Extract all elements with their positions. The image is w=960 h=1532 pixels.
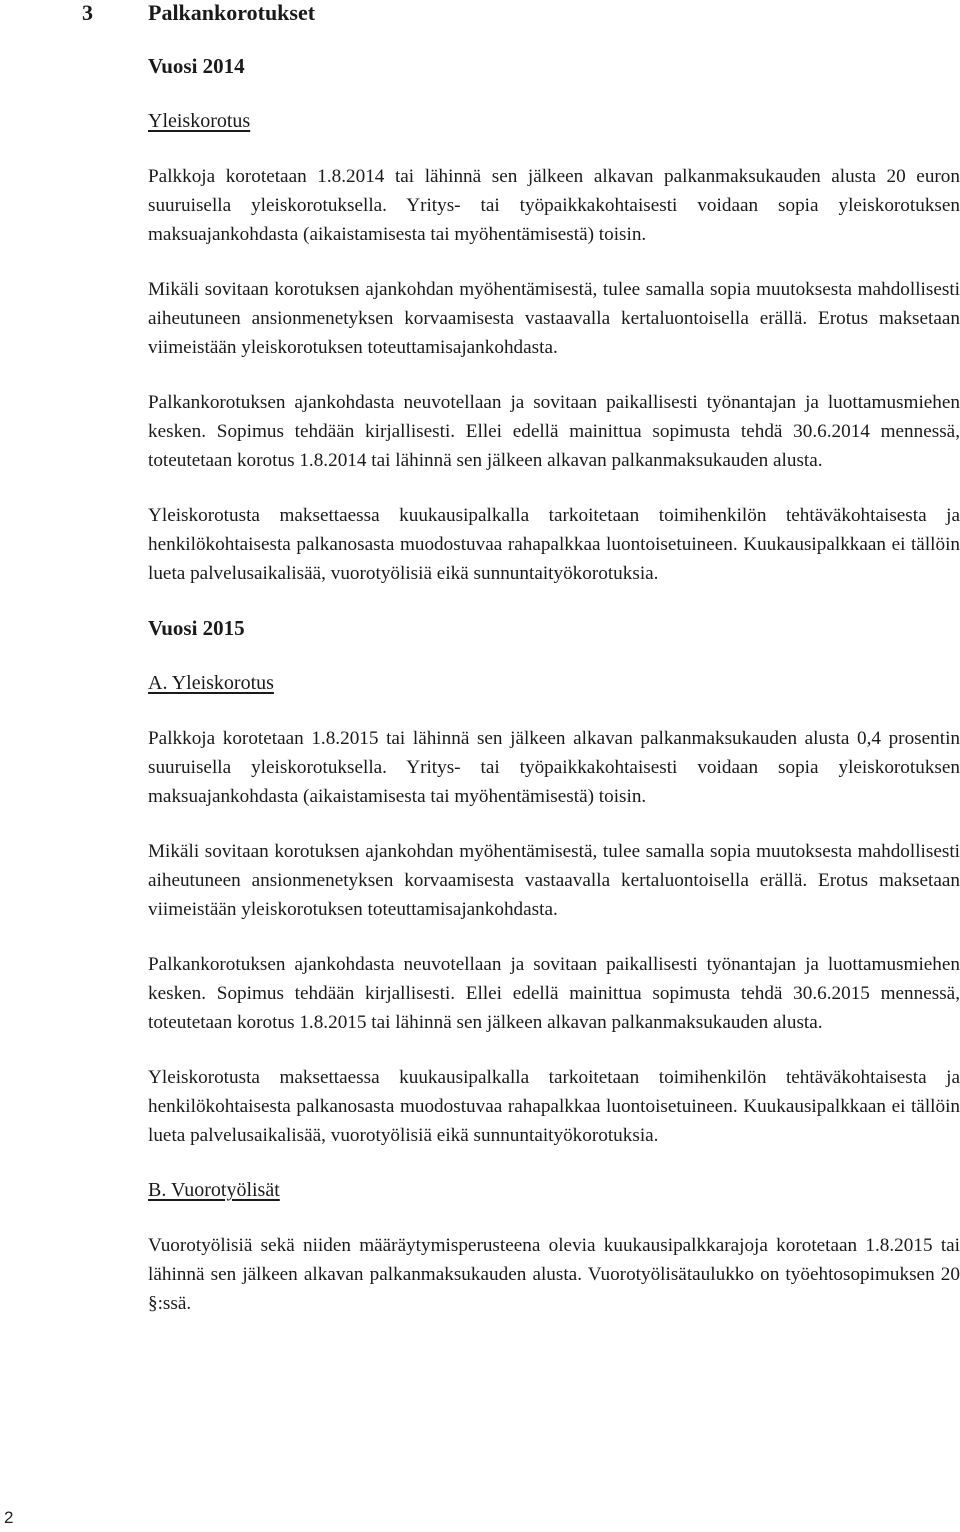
chapter-title: Palkankorotukset: [148, 0, 316, 25]
subsection-heading-yleiskorotus-2014: Yleiskorotus: [148, 110, 251, 132]
paragraph: Yleiskorotusta maksettaessa kuukausipalkalla tarkoitetaan toimihenkilön tehtäväkohtaisesta ja henkilökohtaisesta palkanosasta muodostuvaa rahapalkkaa luontoisetuineen. Kuukausipalkkaan ei tällöin lueta palvelusaikalisää, vuorotyölisiä eikä sunnuntaityökorotuksia.: [148, 505, 960, 584]
year-heading-2015: Vuosi 2015: [148, 616, 245, 640]
subsection-heading-a-yleiskorotus: A. Yleiskorotus: [148, 672, 274, 694]
page-number: 2: [4, 1508, 14, 1527]
paragraph: Palkkoja korotetaan 1.8.2014 tai lähinnä sen jälkeen alkavan palkanmaksukauden alusta 20 euron suuruisella yleiskorotuksella. Yritys- tai työpaikkakohtaisesti voidaan sopia yleiskorotuksen maksuajankohdasta (aikaistamisesta tai myöhentämisestä) toisin.: [148, 166, 960, 245]
year-heading-2014: Vuosi 2014: [148, 54, 245, 78]
paragraph: Palkankorotuksen ajankohdasta neuvotellaan ja sovitaan paikallisesti työnantajan ja luottamusmiehen kesken. Sopimus tehdään kirjallisesti. Ellei edellä mainittua sopimusta tehdä 30.6.2015 mennessä, toteutetaan korotus 1.8.2015 tai lähinnä sen jälkeen alkavan palkanmaksukauden alusta.: [148, 954, 960, 1033]
paragraph: Mikäli sovitaan korotuksen ajankohdan myöhentämisestä, tulee samalla sopia muutoksesta mahdollisesti aiheutuneen ansionmenetyksen korvaamisesta vastaavalla kertaluontoisella erällä. Erotus maksetaan viimeistään yleiskorotuksen toteuttamisajankohdasta.: [148, 279, 960, 358]
subsection-heading-b-vuorotyolisat: B. Vuorotyölisät: [148, 1179, 280, 1201]
document-body: [148, 52, 960, 1344]
paragraph: Palkkoja korotetaan 1.8.2015 tai lähinnä sen jälkeen alkavan palkanmaksukauden alusta 0,4 prosentin suuruisella yleiskorotuksella. Yritys- tai työpaikkakohtaisesti voidaan sopia yleiskorotuksen maksuajankohdasta (aikaistamisesta tai myöhentämisestä) toisin.: [148, 728, 960, 807]
paragraph: Vuorotyölisiä sekä niiden määräytymisperusteena olevia kuukausipalkkarajoja korotetaan 1.8.2015 tai lähinnä sen jälkeen alkavan palkanmaksukauden alusta. Vuorotyölisätaulukko on työehtosopimuksen 20 §:ssä.: [148, 1235, 960, 1314]
paragraph: Palkankorotuksen ajankohdasta neuvotellaan ja sovitaan paikallisesti työnantajan ja luottamusmiehen kesken. Sopimus tehdään kirjallisesti. Ellei edellä mainittua sopimusta tehdä 30.6.2014 mennessä, toteutetaan korotus 1.8.2014 tai lähinnä sen jälkeen alkavan palkanmaksukauden alusta.: [148, 392, 960, 471]
paragraph: Mikäli sovitaan korotuksen ajankohdan myöhentämisestä, tulee samalla sopia muutoksesta mahdollisesti aiheutuneen ansionmenetyksen korvaamisesta vastaavalla kertaluontoisella erällä. Erotus maksetaan viimeistään yleiskorotuksen toteuttamisajankohdasta.: [148, 841, 960, 920]
chapter-number: 3: [82, 0, 93, 25]
paragraph: Yleiskorotusta maksettaessa kuukausipalkalla tarkoitetaan toimihenkilön tehtäväkohtaisesta ja henkilökohtaisesta palkanosasta muodostuvaa rahapalkkaa luontoisetuineen. Kuukausipalkkaan ei tällöin lueta palvelusaikalisää, vuorotyölisiä eikä sunnuntaityökorotuksia.: [148, 1067, 960, 1146]
